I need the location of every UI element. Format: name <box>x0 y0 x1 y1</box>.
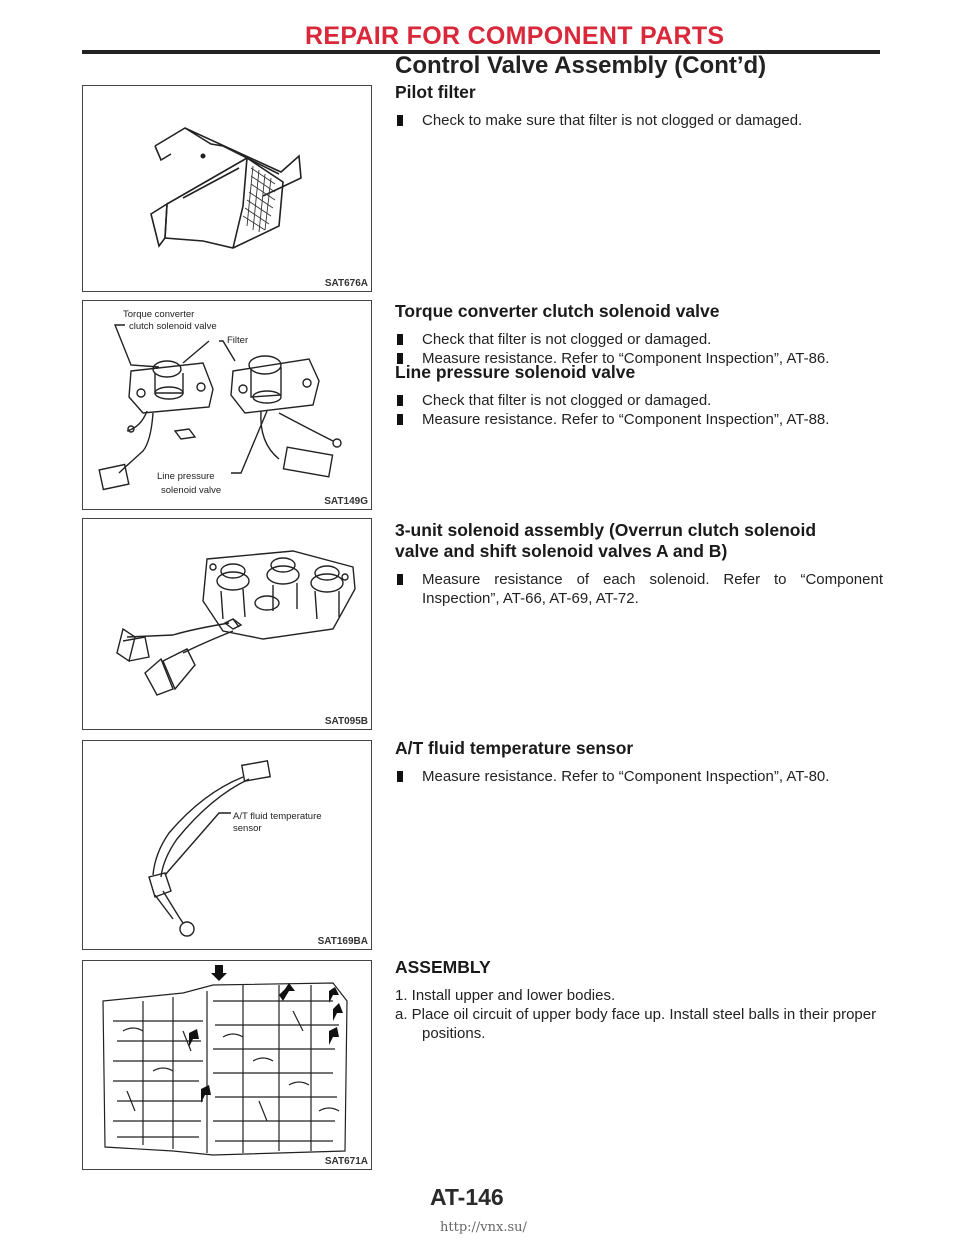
label-lp-line1: Line pressure <box>157 471 215 482</box>
label-lp-line2: solenoid valve <box>161 485 222 496</box>
figure-code: SAT149G <box>324 496 368 507</box>
section-fluid-temp-sensor <box>395 738 883 786</box>
label-tcc-line2: clutch solenoid valve <box>129 321 217 332</box>
assembly-substep: a. Place oil circuit of upper body face up. Install steel balls in their proper positions. <box>395 1006 877 1042</box>
bullet-icon <box>397 574 403 585</box>
bullet-icon <box>397 771 403 782</box>
section-line-pressure-solenoid <box>395 362 883 429</box>
header-title: REPAIR FOR COMPONENT PARTS <box>305 22 725 50</box>
bullet-item: Measure resistance. Refer to “Component Inspection”, AT-88. <box>395 410 883 429</box>
bullet-icon <box>397 395 403 406</box>
bullet-icon <box>397 414 403 425</box>
figure-solenoid-valves <box>82 300 372 510</box>
section-heading: Pilot filter <box>395 82 476 102</box>
section-heading: A/T fluid temperature sensor <box>395 738 634 758</box>
label-filter: Filter <box>227 335 249 346</box>
figure-code: SAT169BA <box>317 936 368 947</box>
section-assembly <box>395 957 883 1043</box>
page-subtitle: Control Valve Assembly (Cont’d) <box>395 52 767 79</box>
figure-pilot-filter <box>82 85 372 292</box>
3-unit-solenoid-illustration <box>83 519 372 730</box>
label-tcc-line1: Torque converter <box>123 309 195 320</box>
page-number: AT-146 <box>430 1184 504 1210</box>
figure-3-unit-solenoid <box>82 518 372 730</box>
bullet-item: Measure resistance. Refer to “Component Inspection”, AT-80. <box>395 767 883 786</box>
label-sensor-line2: sensor <box>233 823 262 834</box>
figure-code: SAT095B <box>324 716 368 727</box>
pilot-filter-illustration <box>83 86 372 292</box>
section-heading: 3-unit solenoid assembly (Overrun clutch solenoid valve and shift solenoid valves A and B) <box>395 520 817 561</box>
figure-code: SAT676A <box>324 278 368 289</box>
figure-code: SAT671A <box>324 1156 368 1167</box>
footer-link[interactable]: http://vnx.su/ <box>440 1220 527 1235</box>
label-sensor-line1: A/T fluid temperature <box>233 811 322 822</box>
bullet-item: Check that filter is not clogged or damaged. <box>395 391 883 410</box>
bullet-item: Check to make sure that filter is not clogged or damaged. <box>395 111 883 130</box>
bullet-item: Measure resistance. Refer to “Component Inspection”, AT-86. <box>395 349 883 368</box>
section-heading: Torque converter clutch solenoid valve <box>395 301 720 321</box>
fluid-temp-sensor-illustration <box>83 741 372 950</box>
valve-body-illustration <box>83 961 372 1170</box>
bullet-item: Check that filter is not clogged or damaged. <box>395 330 883 349</box>
bullet-icon <box>397 115 403 126</box>
section-heading: Line pressure solenoid valve <box>395 362 636 382</box>
assembly-step: 1. Install upper and lower bodies. <box>395 987 616 1004</box>
section-pilot-filter <box>395 82 883 130</box>
figure-fluid-temp-sensor <box>82 740 372 950</box>
figure-valve-body <box>82 960 372 1170</box>
section-3-unit-solenoid <box>395 520 883 608</box>
section-tcc-solenoid <box>395 301 883 368</box>
bullet-item: Measure resistance of each solenoid. Refer to “Component Inspection”, AT-66, AT-69, AT-72. <box>395 570 883 608</box>
section-heading: ASSEMBLY <box>395 957 491 977</box>
bullet-icon <box>397 334 403 345</box>
solenoid-valves-illustration <box>83 301 372 510</box>
